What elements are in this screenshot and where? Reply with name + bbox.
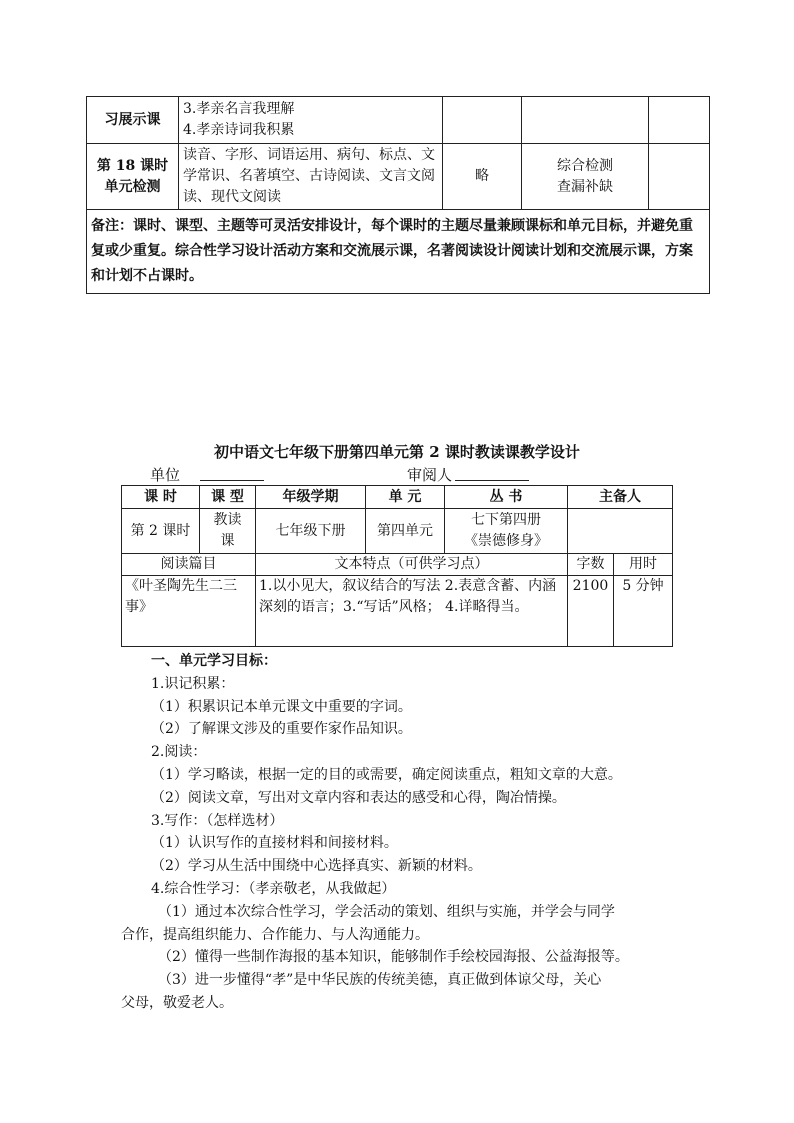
objective-line: 1.识记积累： bbox=[151, 675, 235, 692]
omitted-cell: 略 bbox=[443, 144, 522, 210]
objective-line: （2）阅读文章，写出对文章内容和表达的感受和心得，陶冶情操。 bbox=[151, 789, 566, 806]
subheader-time: 用时 bbox=[614, 554, 673, 576]
objective-line: 3.写作：（怎样选材） bbox=[151, 812, 284, 829]
grade-value: 七年级下册 bbox=[256, 509, 366, 554]
header-series: 丛 书 bbox=[445, 486, 568, 509]
objective-line: 4.综合性学习：（孝亲敬老，从我做起） bbox=[151, 880, 396, 897]
lesson-value: 第 2 课时 bbox=[122, 509, 200, 554]
label-line: 第 18 课时 bbox=[96, 157, 169, 174]
header-type: 课 型 bbox=[200, 486, 256, 509]
unit-label: 单位 bbox=[150, 466, 181, 484]
label-line: 单元检测 bbox=[104, 178, 161, 195]
unit-value: 第四单元 bbox=[366, 509, 445, 554]
objective-line: （2）懂得一些制作海报的基本知识，能够制作手绘校园海报、公益海报等。 bbox=[158, 949, 629, 966]
document-title: 初中语文七年级下册第四单元第 2 课时教读课教学设计 bbox=[214, 443, 580, 461]
empty-cell bbox=[649, 97, 710, 144]
objective-line: （3）进一步懂得“孝”是中华民族的传统美德，真正做到体谅父母，关心 bbox=[158, 972, 602, 989]
type-line: 教读 bbox=[213, 512, 242, 528]
duration: 5 分钟 bbox=[614, 576, 673, 647]
objective-line: 父母，敬爱老人。 bbox=[121, 994, 233, 1011]
header-unit: 单 元 bbox=[366, 486, 445, 509]
header-grade: 年级学期 bbox=[256, 486, 366, 509]
section-title: 一、单元学习目标： bbox=[151, 653, 277, 669]
top-table bbox=[86, 96, 710, 294]
empty-cell bbox=[649, 144, 710, 210]
preparer-value bbox=[568, 509, 673, 554]
reviewer-blank bbox=[455, 464, 529, 481]
header-lesson: 课 时 bbox=[122, 486, 200, 509]
objective-line: （2）了解课文涉及的重要作家作品知识。 bbox=[151, 721, 412, 738]
text-features: 1.以小见大，叙议结合的写法 2.表意含蓄、内涵深刻的语言；3.“写话”风格； 4.详略得当。 bbox=[256, 576, 568, 647]
row-label-showcase: 习展示课 bbox=[87, 97, 179, 144]
objective-list bbox=[121, 673, 677, 1015]
reading-title: 《叶圣陶先生二三事》 bbox=[122, 576, 256, 647]
content-line: 4.孝亲诗词我积累 bbox=[183, 122, 295, 138]
purpose-cell bbox=[522, 144, 649, 210]
objective-line: （1）通过本次综合性学习，学会活动的策划、组织与实施，并学会与同学 bbox=[158, 903, 615, 920]
series-line: 七下第四册 bbox=[471, 512, 541, 528]
purpose-line: 查漏补缺 bbox=[557, 178, 613, 195]
unit-test-content: 读音、字形、词语运用、病句、标点、文学常识、名著填空、古诗阅读、文言文阅读、现代文阅读 bbox=[179, 144, 443, 210]
objective-line: 合作，提高组织能力、合作能力、与人沟通能力。 bbox=[121, 926, 429, 943]
series-value bbox=[445, 509, 568, 554]
subheader-features: 文本特点（可供学习点） bbox=[256, 554, 568, 576]
type-value bbox=[200, 509, 256, 554]
unit-blank bbox=[200, 464, 264, 481]
type-line: 课 bbox=[220, 533, 235, 549]
learning-objectives bbox=[121, 650, 677, 1015]
row-label-unit-test bbox=[87, 144, 179, 210]
subheader-reading: 阅读篇目 bbox=[122, 554, 256, 576]
word-count: 2100 bbox=[568, 576, 614, 647]
objective-line: （2）学习从生活中围绕中心选择真实、新颖的材料。 bbox=[151, 858, 482, 875]
empty-cell bbox=[522, 97, 649, 144]
header-preparer: 主备人 bbox=[568, 486, 673, 509]
objective-line: （1）认识写作的直接材料和间接材料。 bbox=[151, 835, 398, 852]
objective-line: 2.阅读： bbox=[151, 744, 207, 761]
series-line: 《崇德修身》 bbox=[464, 533, 548, 549]
content-line: 3.孝亲名言我理解 bbox=[183, 101, 295, 117]
empty-cell bbox=[443, 97, 522, 144]
remarks-note: 备注：课时、课型、主题等可灵活安排设计，每个课时的主题尽量兼顾课标和单元目标，并避免重复或少重复。综合性学习设计活动方案和交流展示课，名著阅读设计阅读计划和交流展示课，方案和计划不占课时。 bbox=[87, 210, 710, 294]
objective-line: （1）学习略读，根据一定的目的或需要，确定阅读重点，粗知文章的大意。 bbox=[151, 766, 622, 783]
purpose-line: 综合检测 bbox=[557, 157, 613, 174]
lesson-info-table bbox=[121, 485, 673, 647]
reviewer-label: 审阅人 bbox=[407, 466, 453, 484]
objective-line: （1）积累识记本单元课文中重要的字词。 bbox=[151, 698, 412, 715]
subheader-words: 字数 bbox=[568, 554, 614, 576]
showcase-content bbox=[179, 97, 443, 144]
